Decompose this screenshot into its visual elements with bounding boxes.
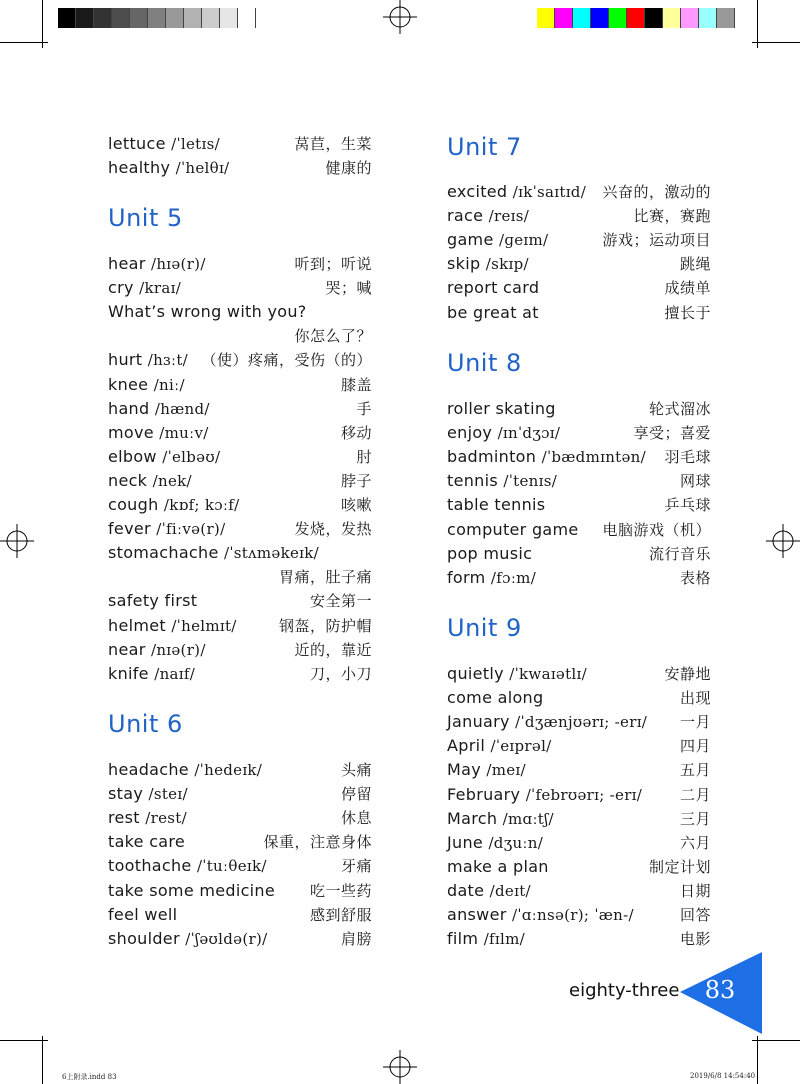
phonetic: /muːv/	[159, 423, 209, 442]
grayscale-color-bar	[58, 8, 256, 28]
english-word: May	[447, 760, 481, 780]
vocabulary-entry	[447, 469, 711, 493]
chinese-meaning: 安静地	[664, 665, 711, 683]
color-swatch	[220, 8, 238, 28]
entry-word	[108, 132, 220, 156]
vocabulary-entry	[447, 518, 711, 542]
phonetic: /ˈtenɪs/	[503, 472, 558, 491]
english-word: cough	[108, 495, 159, 514]
vocabulary-entry	[108, 614, 372, 638]
vocabulary-entry	[447, 542, 711, 566]
english-word: fever	[108, 519, 151, 539]
english-word: excited	[447, 182, 508, 201]
vocabulary-entry	[108, 854, 372, 878]
vocabulary-entry	[447, 758, 711, 782]
entry-word	[108, 830, 185, 854]
entry-word	[108, 541, 319, 565]
color-swatch	[645, 8, 663, 28]
vocabulary-entry	[108, 132, 372, 156]
page-number: 83	[704, 976, 736, 1004]
chinese-meaning: 膝盖	[340, 375, 372, 394]
chinese-meaning: 六月	[679, 833, 711, 852]
vocabulary-entry	[447, 807, 711, 831]
phonetic: /dʒuːn/	[488, 833, 544, 852]
vocabulary-entry	[108, 421, 372, 445]
entry-word	[447, 758, 526, 782]
vocabulary-entry	[447, 421, 711, 445]
entry-word	[447, 542, 532, 566]
phonetic: /skɪp/	[485, 255, 529, 274]
chinese-meaning: 日期	[679, 881, 711, 900]
entry-word	[108, 397, 210, 421]
vocabulary-entry	[447, 493, 711, 517]
entry-word	[447, 276, 539, 300]
english-word: lettuce	[108, 134, 166, 153]
phonetic: /ˈhedeɪk/	[194, 761, 263, 779]
english-word: badminton	[447, 447, 537, 467]
chinese-meaning: 发烧，发热	[294, 520, 372, 539]
entry-word	[108, 782, 188, 806]
entry-word	[108, 879, 275, 903]
english-word: take some medicine	[108, 880, 276, 900]
phonetic: /ɪkˈsaɪtɪd/	[512, 183, 587, 201]
phonetic: /naɪf/	[154, 664, 196, 683]
entry-word	[447, 228, 548, 252]
phonetic: /ˈɑːnsə(r); ˈæn-/	[511, 906, 634, 924]
chinese-meaning: 乒乓球	[664, 496, 711, 515]
english-word: hurt	[108, 350, 143, 370]
phonetic: /steɪ/	[148, 785, 188, 804]
english-word: be great at	[447, 302, 539, 322]
chinese-meaning: 感到舒服	[309, 905, 372, 924]
color-swatch	[591, 8, 609, 28]
chinese-meaning: 听到；听说	[294, 255, 372, 273]
vocabulary-entry	[108, 903, 372, 927]
english-word: enjoy	[447, 423, 493, 443]
phonetic: /ˈhelmɪt/	[171, 616, 237, 635]
chinese-meaning: 牙痛	[340, 857, 372, 876]
entry-word	[447, 180, 586, 204]
chinese-meaning: 比赛，赛跑	[633, 207, 711, 226]
vocabulary-entry	[447, 445, 711, 469]
phonetic: /ˈelbəʊ/	[162, 447, 221, 466]
entry-word	[447, 445, 646, 469]
phonetic: /hɪə(r)/	[150, 255, 206, 273]
chinese-meaning: 近的，靠近	[294, 640, 372, 659]
english-word: stay	[108, 784, 144, 804]
entry-word	[447, 397, 556, 421]
vocabulary-entry	[108, 348, 372, 372]
phonetic: /ɡeɪm/	[498, 231, 549, 250]
entry-word	[108, 421, 209, 445]
entry-word	[447, 493, 545, 517]
color-swatch	[166, 8, 184, 28]
chinese-meaning: 回答	[679, 906, 711, 924]
color-swatch	[202, 8, 220, 28]
vocabulary-entry	[108, 493, 372, 517]
registration-mark-left	[0, 524, 34, 558]
english-word: take care	[108, 832, 186, 852]
vocabulary-entry	[108, 782, 372, 806]
vocabulary-entry	[108, 517, 372, 541]
english-word: helmet	[108, 615, 166, 635]
chinese-meaning: 肩膀	[340, 929, 372, 948]
phonetic: /ˈdʒænjʊərɪ; -erɪ/	[515, 713, 648, 732]
chinese-meaning: 健康的	[325, 159, 372, 178]
phonetic: /hænd/	[154, 399, 210, 418]
chinese-meaning: 出现	[679, 689, 711, 708]
phonetic: /ˈtuːθeɪk/	[196, 857, 267, 876]
vocabulary-entry	[447, 855, 711, 879]
entry-word	[108, 854, 267, 878]
phonetic: /ˈfiːvə(r)/	[156, 520, 226, 539]
vocabulary-entry	[447, 397, 711, 421]
chinese-meaning: 你怎么了？	[294, 327, 372, 346]
entry-word	[447, 301, 539, 325]
entry-word	[447, 204, 529, 228]
chinese-meaning: 游戏；运动项目	[602, 231, 711, 250]
english-word: skip	[447, 254, 481, 274]
english-word: headache	[108, 760, 189, 779]
entry-word	[108, 517, 225, 541]
phonetic: /fɪlm/	[483, 930, 525, 949]
phonetic: /rest/	[145, 809, 187, 828]
vocabulary-entry	[447, 228, 711, 252]
chinese-meaning: 流行音乐	[648, 544, 711, 563]
phonetic: /meɪ/	[486, 761, 526, 780]
color-swatch	[238, 8, 256, 28]
chinese-meaning: 吃一些药	[309, 881, 372, 900]
color-swatch	[663, 8, 681, 28]
chinese-meaning: 五月	[679, 761, 711, 780]
entry-word	[447, 855, 549, 879]
english-word: answer	[447, 905, 507, 924]
vocabulary-entry	[447, 204, 711, 228]
english-word: February	[447, 784, 521, 804]
english-word: hear	[108, 254, 146, 273]
vocabulary-entry	[108, 758, 372, 782]
vocabulary-entry	[447, 783, 711, 807]
footer-timestamp: 2019/6/8 14:54:40	[690, 1072, 756, 1080]
chinese-meaning: 一月	[679, 713, 711, 732]
chinese-meaning: 钢盔，防护帽	[278, 616, 372, 635]
english-word: game	[447, 230, 494, 250]
entry-word	[108, 373, 185, 397]
entry-word	[108, 469, 192, 493]
entry-word	[108, 589, 197, 613]
vocabulary-entry	[108, 541, 372, 587]
vocabulary-entry	[108, 638, 372, 662]
english-word: cry	[108, 278, 134, 298]
entry-word	[108, 300, 307, 324]
entry-word	[108, 662, 195, 686]
entry-word	[447, 518, 579, 542]
entry-word	[108, 445, 220, 469]
entry-word	[108, 903, 177, 927]
entry-word	[108, 927, 267, 951]
entry-word	[447, 566, 536, 590]
chinese-meaning: 享受；喜爱	[633, 424, 711, 443]
phonetic: /ˈeɪprəl/	[490, 737, 552, 756]
entry-word	[447, 421, 560, 445]
chinese-meaning: 表格	[679, 568, 711, 587]
entry-word	[447, 710, 647, 734]
english-word: table tennis	[447, 495, 546, 515]
english-word: hand	[108, 398, 150, 418]
vocabulary-entry	[108, 373, 372, 397]
vocabulary-entry	[447, 686, 711, 710]
vocabulary-entry	[108, 397, 372, 421]
vocabulary-entry	[447, 662, 711, 686]
vocabulary-entry	[108, 662, 372, 686]
english-word: What’s wrong with you?	[108, 302, 307, 322]
vocabulary-entry	[447, 927, 711, 951]
color-swatch	[681, 8, 699, 28]
english-word: healthy	[108, 158, 171, 178]
color-swatch	[112, 8, 130, 28]
unit-heading: Unit 8	[447, 349, 522, 377]
english-word: March	[447, 808, 498, 828]
color-swatch	[573, 8, 591, 28]
vocabulary-entry	[447, 879, 711, 903]
color-swatch	[76, 8, 94, 28]
page-number-words: eighty-three	[569, 980, 680, 1001]
vocabulary-entry	[108, 830, 372, 854]
chinese-meaning: 轮式溜冰	[648, 400, 711, 418]
english-word: pop music	[447, 543, 533, 563]
vocabulary-entry	[447, 566, 711, 590]
color-swatch	[609, 8, 627, 28]
entry-word	[447, 831, 543, 855]
english-word: near	[108, 639, 146, 659]
unit-heading: Unit 6	[108, 710, 183, 738]
footer-file-name: 6上附录.indd 83	[62, 1073, 117, 1081]
chinese-meaning: 安全第一	[309, 592, 372, 611]
chinese-meaning: 电影	[679, 930, 711, 949]
entry-word	[447, 686, 543, 710]
english-word: computer game	[447, 519, 579, 539]
vocabulary-entry	[447, 831, 711, 855]
english-word: roller skating	[447, 399, 556, 418]
vocabulary-entry	[108, 469, 372, 493]
chinese-meaning: 脖子	[340, 471, 372, 490]
phonetic: /nek/	[152, 471, 192, 490]
chinese-meaning: 成绩单	[664, 279, 711, 298]
color-swatch	[130, 8, 148, 28]
phonetic: /ɪnˈdʒɔɪ/	[497, 424, 561, 443]
vocabulary-entry	[447, 710, 711, 734]
entry-word	[447, 927, 525, 951]
color-swatch	[94, 8, 112, 28]
english-word: elbow	[108, 446, 157, 466]
english-word: January	[447, 712, 510, 732]
color-swatch	[58, 8, 76, 28]
english-word: neck	[108, 470, 148, 490]
entry-word	[447, 469, 557, 493]
entry-word	[447, 734, 552, 758]
english-word: toothache	[108, 856, 192, 876]
english-word: come along	[447, 688, 544, 708]
vocabulary-entry	[447, 252, 711, 276]
chinese-meaning: （使）疼痛，受伤（的）	[201, 351, 372, 370]
entry-word	[108, 348, 188, 372]
phonetic: /niː/	[153, 375, 185, 394]
vocabulary-entry	[108, 252, 372, 276]
vocabulary-entry	[108, 589, 372, 613]
chinese-meaning: 咳嗽	[340, 496, 372, 514]
english-word: knife	[108, 663, 149, 683]
chinese-meaning: 肘	[356, 447, 372, 466]
vocabulary-entry	[108, 927, 372, 951]
phonetic: /ˈstʌməkeɪk/	[224, 544, 319, 563]
chinese-meaning: 停留	[340, 785, 372, 804]
chinese-meaning: 保重，注意身体	[263, 833, 372, 852]
color-swatch	[537, 8, 555, 28]
english-word: rest	[108, 808, 140, 828]
english-word: form	[447, 567, 486, 587]
entry-word	[108, 614, 237, 638]
entry-word	[108, 638, 206, 662]
color-swatch	[699, 8, 717, 28]
english-word: stomachache	[108, 543, 219, 563]
vocabulary-entry	[108, 445, 372, 469]
chinese-meaning: 兴奋的，激动的	[602, 183, 711, 201]
entry-word	[108, 493, 240, 517]
color-swatch	[717, 8, 735, 28]
phonetic: /fɔːm/	[490, 568, 537, 587]
entry-word	[447, 879, 531, 903]
phonetic: /nɪə(r)/	[150, 640, 206, 659]
color-swatch	[555, 8, 573, 28]
registration-mark-right	[766, 524, 800, 558]
english-word: date	[447, 880, 485, 900]
english-word: knee	[108, 374, 149, 394]
chinese-meaning: 头痛	[340, 761, 372, 779]
english-word: report card	[447, 278, 540, 298]
entry-word	[447, 783, 642, 807]
english-word: quietly	[447, 664, 504, 683]
chinese-meaning: 手	[356, 399, 372, 418]
phonetic: /ˈkwaɪətlɪ/	[509, 665, 587, 683]
vocabulary-entry	[108, 156, 372, 180]
registration-mark-bottom	[383, 1050, 417, 1084]
phonetic: /ˈhelθɪ/	[175, 159, 230, 178]
phonetic: /ˈletɪs/	[171, 135, 220, 153]
chinese-meaning: 刀，小刀	[309, 664, 372, 683]
english-word: film	[447, 929, 479, 949]
chinese-meaning: 哭；喊	[325, 279, 372, 298]
color-swatch	[148, 8, 166, 28]
chinese-meaning: 四月	[679, 737, 711, 756]
color-swatch	[184, 8, 202, 28]
chinese-meaning: 制定计划	[648, 857, 711, 876]
entry-word	[108, 806, 187, 830]
phonetic: /kɒf; kɔːf/	[163, 496, 240, 514]
phonetic: /mɑːtʃ/	[502, 809, 554, 828]
chinese-meaning: 三月	[679, 809, 711, 828]
chinese-meaning: 胃痛，肚子痛	[278, 568, 372, 587]
process-color-bar	[537, 8, 735, 28]
english-word: feel well	[108, 904, 178, 924]
entry-word	[447, 662, 587, 686]
unit-heading: Unit 5	[108, 204, 183, 232]
unit-heading: Unit 7	[447, 133, 522, 161]
color-swatch	[627, 8, 645, 28]
vocabulary-entry	[108, 276, 372, 300]
phonetic: /ˈbædmɪntən/	[541, 448, 646, 467]
phonetic: /kraɪ/	[139, 279, 182, 298]
english-word: shoulder	[108, 928, 180, 948]
vocabulary-entry	[447, 276, 711, 300]
vocabulary-entry	[447, 903, 711, 927]
vocabulary-entry	[447, 301, 711, 325]
phonetic: /ˈfebrʊərɪ; -erɪ/	[525, 785, 643, 804]
vocabulary-entry	[447, 734, 711, 758]
vocabulary-entry	[108, 806, 372, 830]
entry-word	[108, 276, 181, 300]
entry-word	[108, 758, 262, 782]
vocabulary-entry	[108, 300, 372, 346]
unit-heading: Unit 9	[447, 614, 522, 642]
vocabulary-entry	[447, 180, 711, 204]
english-word: June	[447, 832, 484, 852]
chinese-meaning: 羽毛球	[664, 448, 711, 467]
phonetic: /reɪs/	[488, 207, 530, 226]
chinese-meaning: 擅长于	[664, 303, 711, 322]
phonetic: /ˈʃəʊldə(r)/	[185, 929, 268, 948]
english-word: tennis	[447, 471, 498, 491]
chinese-meaning: 莴苣，生菜	[294, 135, 372, 153]
chinese-meaning: 二月	[679, 785, 711, 804]
entry-word	[108, 156, 229, 180]
phonetic: /deɪt/	[489, 881, 531, 900]
chinese-meaning: 网球	[679, 472, 711, 491]
chinese-meaning: 电脑游戏（机）	[602, 520, 711, 539]
english-word: race	[447, 206, 484, 226]
registration-mark-top	[383, 0, 417, 34]
chinese-meaning: 休息	[340, 809, 372, 828]
entry-word	[447, 252, 529, 276]
entry-word	[447, 903, 634, 927]
english-word: make a plan	[447, 856, 549, 876]
entry-word	[447, 807, 554, 831]
phonetic: /hɜːt/	[147, 351, 189, 370]
english-word: April	[447, 736, 486, 756]
english-word: move	[108, 422, 154, 442]
chinese-meaning: 跳绳	[679, 255, 711, 274]
chinese-meaning: 移动	[340, 423, 372, 442]
english-word: safety first	[108, 591, 198, 611]
entry-word	[108, 252, 206, 276]
vocabulary-entry	[108, 879, 372, 903]
